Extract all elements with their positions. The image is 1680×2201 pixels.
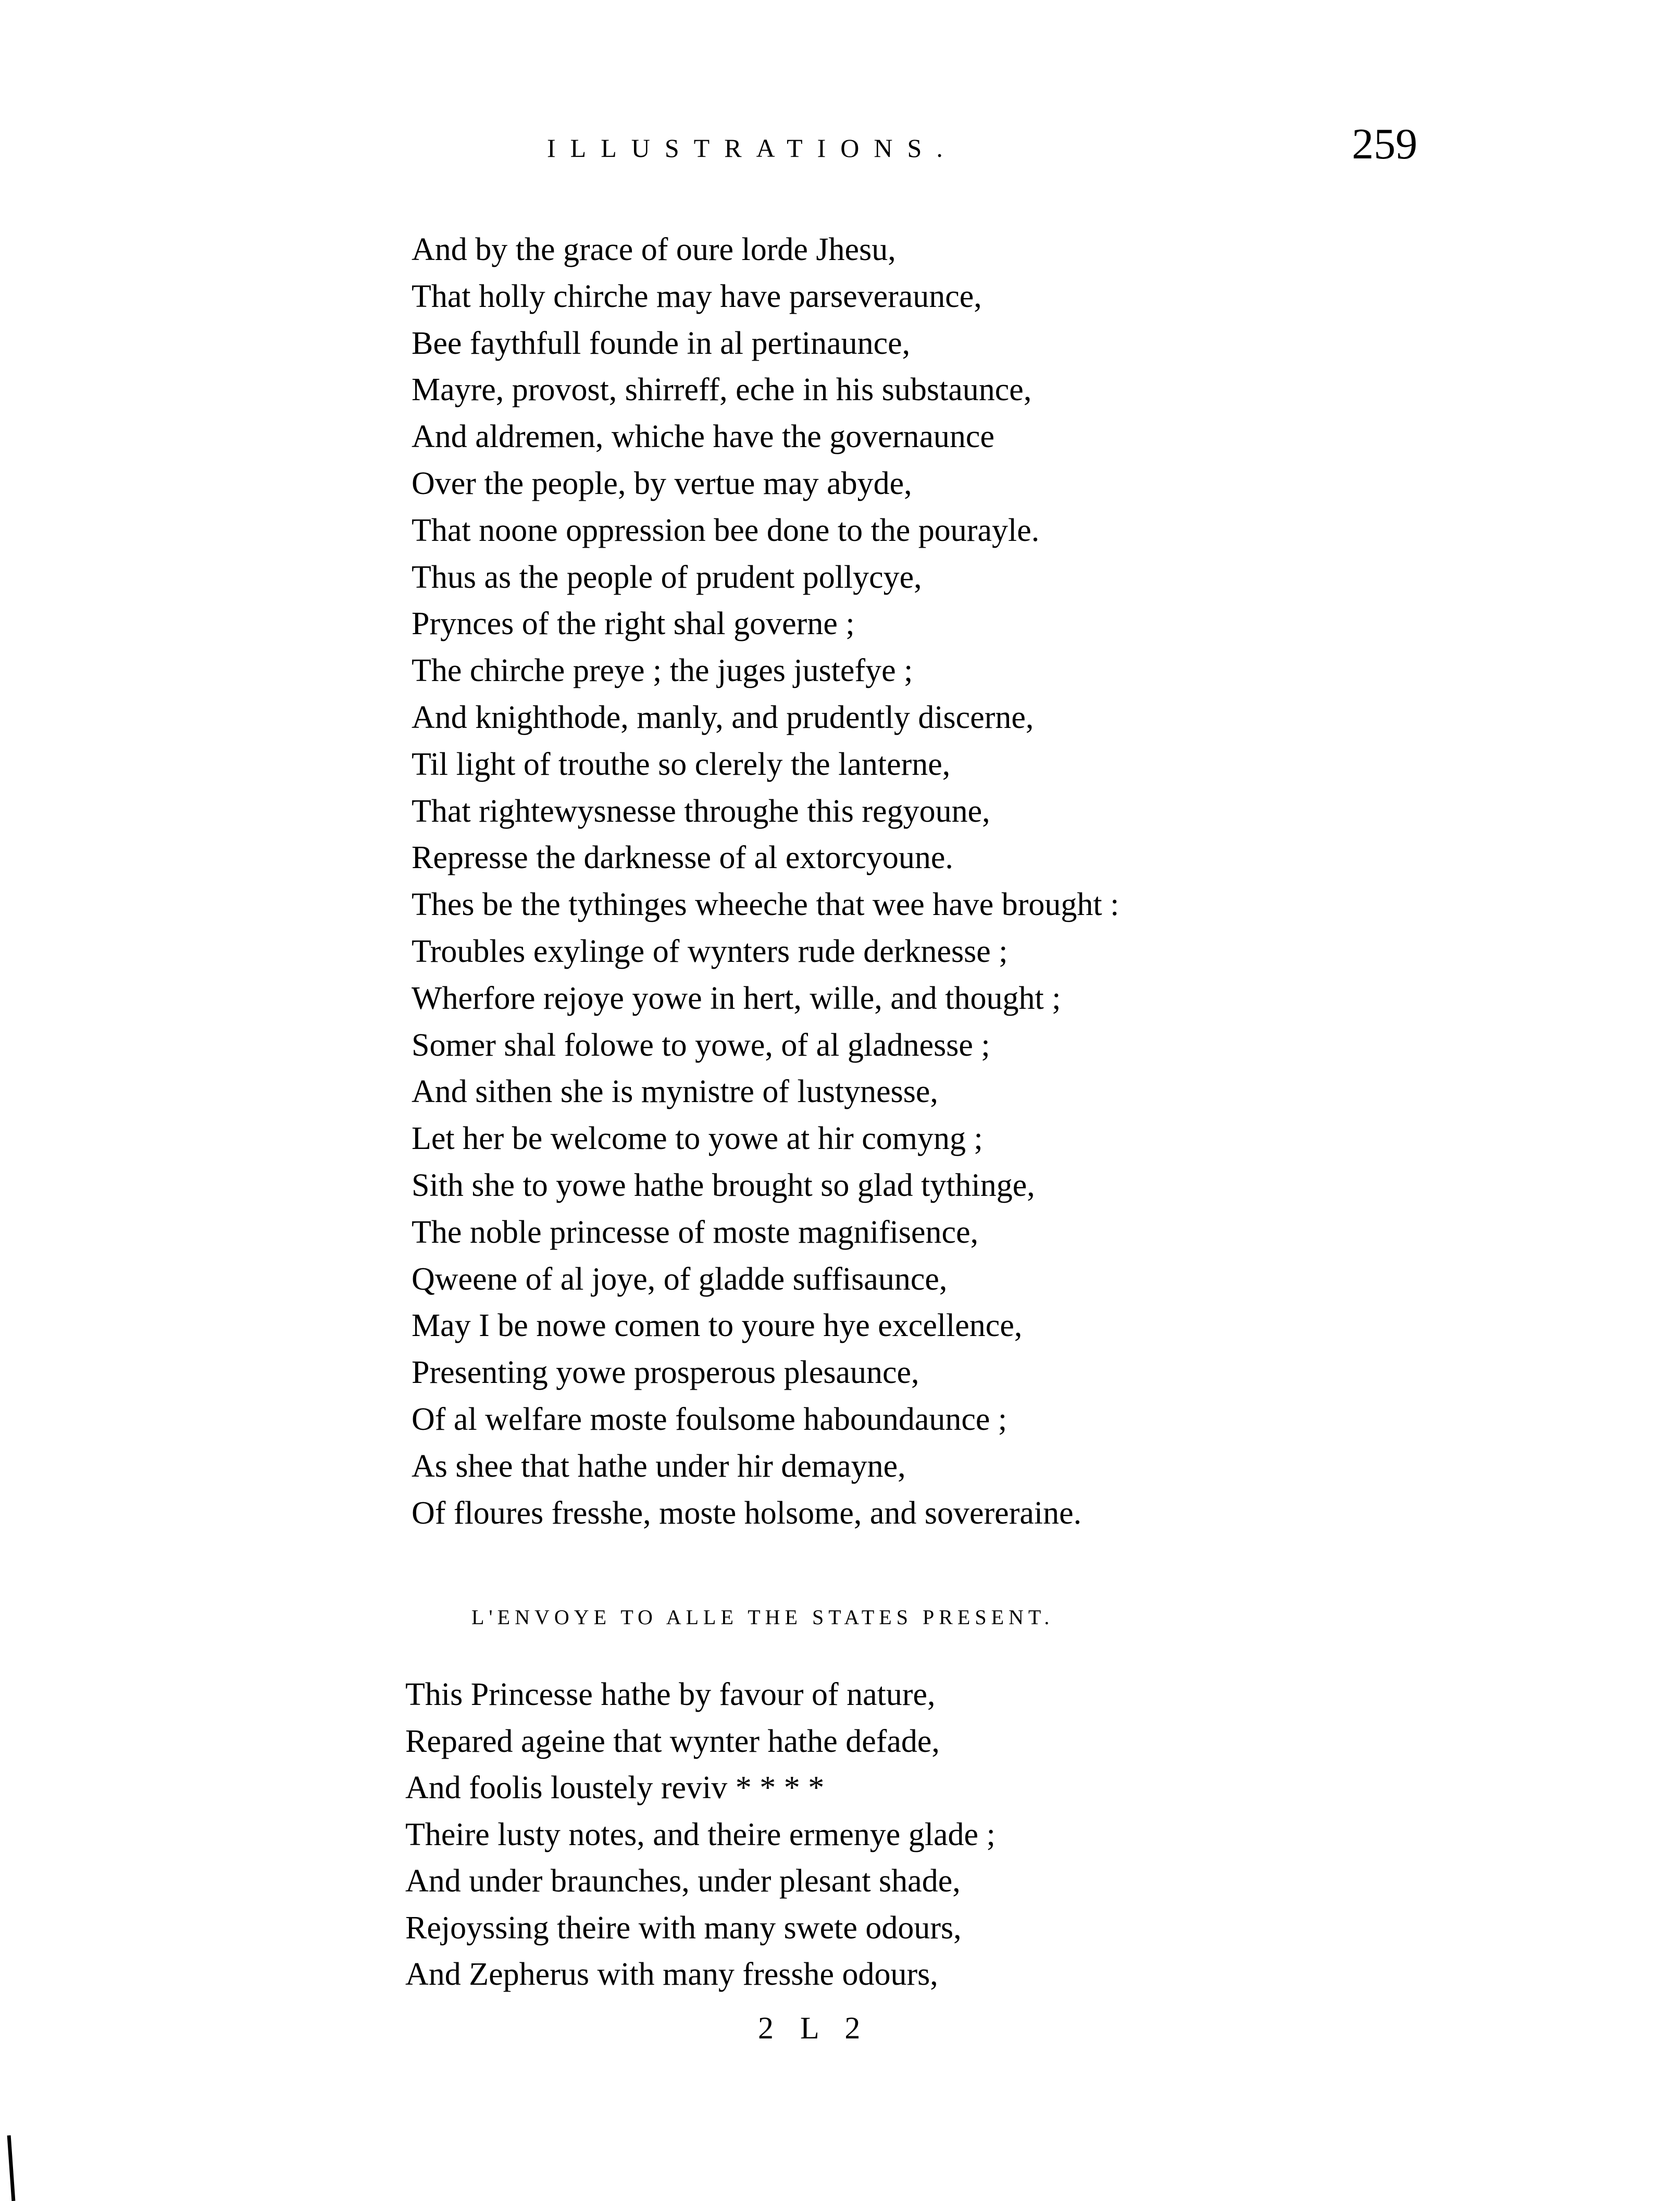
verse-line: And sithen she is mynistre of lustynesse,	[412, 1074, 938, 1110]
verse-line: That noone oppression bee done to the pourayle.	[412, 512, 1040, 548]
verse-line: Thes be the tythinges wheeche that wee have brought :	[412, 887, 1119, 923]
scan-edge-mark	[7, 2135, 16, 2201]
verse-line: And aldremen, whiche have the governaunce	[412, 419, 994, 455]
running-head: ILLUSTRATIONS.	[547, 133, 957, 163]
verse-line: Theire lusty notes, and theire ermenye glade ;	[405, 1816, 995, 1852]
verse-line: That rightewysnesse throughe this regyoune,	[412, 793, 990, 829]
verse-line: May I be nowe comen to youre hye excellence,	[412, 1308, 1023, 1344]
verse-line: Repared ageine that wynter hathe defade,	[405, 1723, 940, 1759]
verse-line: Rejoyssing theire with many swete odours,	[405, 1910, 962, 1946]
verse-line: That holly chirche may have parseveraunce,	[412, 278, 982, 314]
verse-line: And by the grace of oure lorde Jhesu,	[412, 232, 896, 267]
verse-line: Let her be welcome to yowe at hir comyng ;	[412, 1121, 983, 1157]
section-heading: L'ENVOYE TO ALLE THE STATES PRESENT.	[471, 1605, 1054, 1629]
verse-line: Troubles exylinge of wynters rude derknesse ;	[412, 933, 1008, 969]
verse-line: Qweene of al joye, of gladde suffisaunce,	[412, 1261, 948, 1297]
verse-line: And Zepherus with many fresshe odours,	[405, 1957, 938, 1992]
verse-line: As shee that hathe under hir demayne,	[412, 1448, 906, 1484]
verse-line: The noble princesse of moste magnifisence,	[412, 1214, 979, 1250]
verse-line: Prynces of the right shal governe ;	[412, 606, 855, 642]
page-number: 259	[1352, 120, 1417, 168]
verse-line: Of al welfare moste foulsome haboundaunce ;	[412, 1401, 1007, 1437]
verse-line: Bee faythfull founde in al pertinaunce,	[412, 325, 911, 361]
verse-line: And under braunches, under plesant shade,	[405, 1863, 961, 1899]
verse-line: The chirche preye ; the juges justefye ;	[412, 653, 913, 689]
verse-line: And foolis loustely reviv * * * *	[405, 1770, 825, 1806]
verse-line: Sith she to yowe hathe brought so glad tythinge,	[412, 1167, 1035, 1203]
verse-line: Represse the darknesse of al extorcyoune.	[412, 840, 953, 876]
verse-line: Wherfore rejoye yowe in hert, wille, and thought ;	[412, 980, 1061, 1016]
verse-line: Over the people, by vertue may abyde,	[412, 465, 912, 501]
printer-signature-mark: 2 L 2	[758, 2011, 870, 2045]
verse-line: Presenting yowe prosperous plesaunce,	[412, 1355, 919, 1391]
poem-stanza-main	[412, 227, 1401, 1537]
verse-line: This Princesse hathe by favour of nature,	[405, 1677, 936, 1712]
verse-line: Til light of trouthe so clerely the lanterne,	[412, 746, 951, 782]
verse-line: And knighthode, manly, and prudently discerne,	[412, 699, 1034, 735]
verse-line: Thus as the people of prudent pollycye,	[412, 559, 922, 595]
verse-line: Somer shal folowe to yowe, of al gladnesse ;	[412, 1027, 990, 1063]
verse-line: Of floures fresshe, moste holsome, and sovereraine.	[412, 1495, 1082, 1531]
poem-stanza-envoy	[405, 1672, 1395, 1998]
verse-line: Mayre, provost, shirreff, eche in his substaunce,	[412, 372, 1032, 408]
